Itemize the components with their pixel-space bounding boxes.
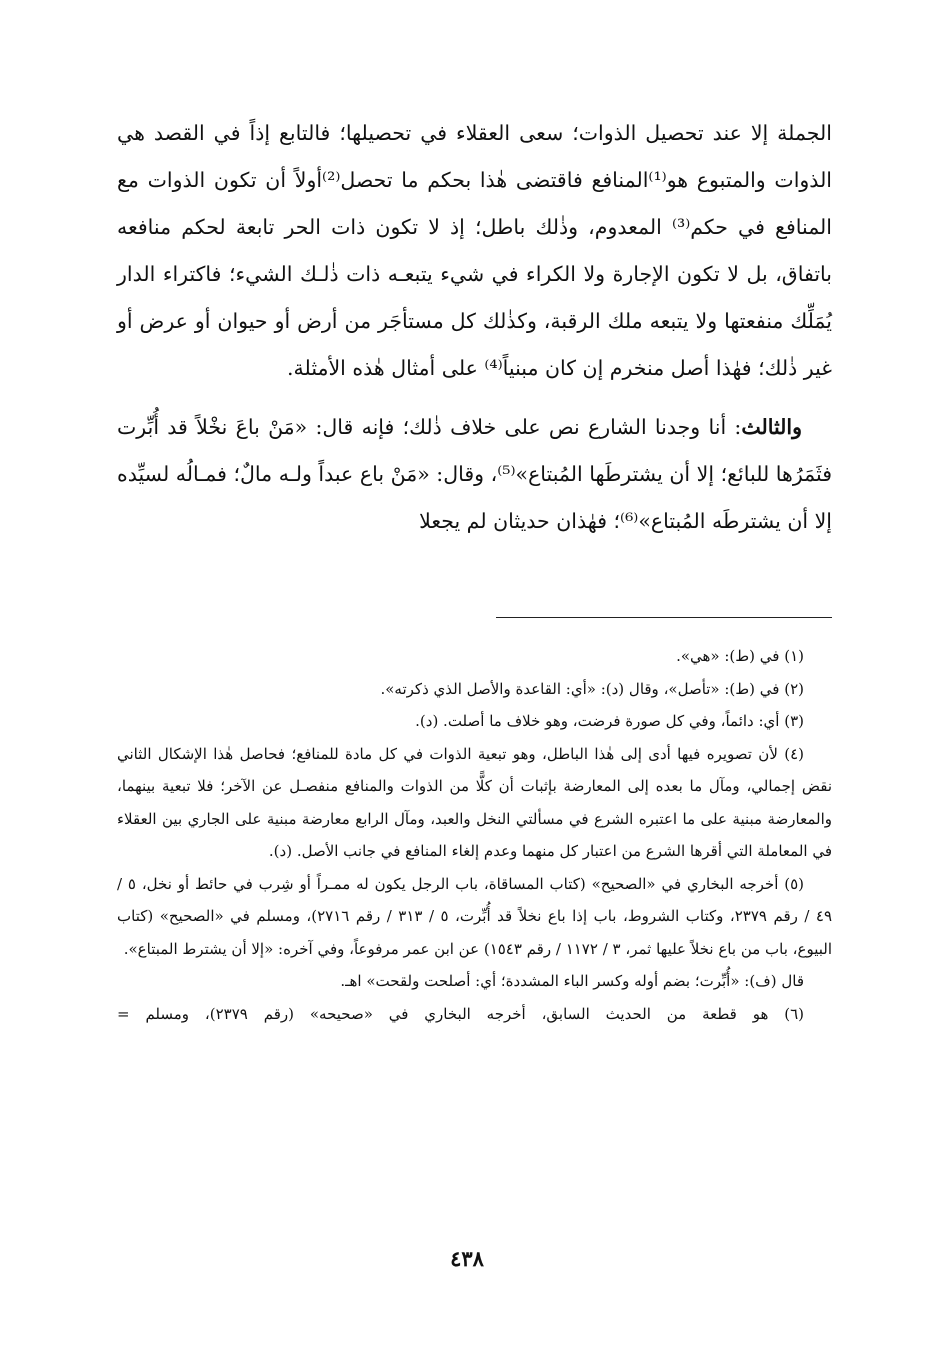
footnote-separator <box>496 617 832 618</box>
footnote-6: (٦) هو قطعة من الحديث السابق، أخرجه البخاري في «صحيحه» (رقم ٢٣٧٩)، ومسلم = <box>117 1004 805 1023</box>
footnote-4: (٤) لأن تصويره فيها أدى إلى هٰذا الباطل، وهو تبعية الذوات في كل مادة للمنافع؛ فحاصل هٰذا الإشكال الثاني نقض إجمالي، ومآل ما بعده إلى المعارضة بإثبات أن كلًّا من الذوات والمنافع منفصـل عن الآخر؛ فلا تبعية بينهما، والمعارضة مبنية على ما اعتبره الشرع في مسألتي النخل والعبد، ومآل الرابع معارضة مبنية على الجاري بين العقلاء في المعاملة التي أقرها الشرع من اعتبار كل منهما وعدم إلغاء المنافع في جانب الأصل. (د). <box>117 744 832 860</box>
footnote-3: (٣) أي: دائماً، وفي كل صورة فرضت، وهو خلاف ما أصلت. (د). <box>415 712 804 730</box>
paragraph-heading: والثالث <box>741 415 802 439</box>
main-paragraph-1: الجملة إلا عند تحصيل الذوات؛ سعى العقلاء في تحصيلها؛ فالتابع إذاً في القصد هي الذوات والمتبوع هو⁽¹⁾المنافع فاقتضى هٰذا بحكم ما تحصل⁽²⁾أولاً أن تكون الذوات مع المنافع في حكم⁽³⁾ المعدوم، وذٰلك باطل؛ إذ لا تكون ذات الحر تابعة لحكم منافعه باتفاق، بل لا تكون الإجارة ولا الكراء في شيء يتبعـه ذات ذٰلـك الشيء؛ فاكتراء الدار يُمَلِّك منفعتها ولا يتبعه ملك الرقبة، وكذٰلك كل مستأجَر من أرض أو حيوان أو عرض أو غير ذٰلك؛ فهٰذا أصل منخرم إن كان مبنياً⁽⁴⁾ على أمثال هٰذه الأمثلة. <box>117 121 833 380</box>
footnote-2: (٢) في (ط): «تأصل»، وقال (د): «أي: القاعدة والأصل الذي ذكرته». <box>380 679 804 698</box>
footnote-5: (٥) أخرجه البخاري في «الصحيح» (كتاب المساقاة، باب الرجل يكون له ممـراً أو شِرب في حائط أو نخل، ٥ / ٤٩ / رقم ٢٣٧٩، وكتاب الشروط، باب إذا باع نخلاً قد أُبِّرت، ٥ / ٣١٣ / رقم ٢٧١٦)، ومسلم في «الصحيح» (كتاب البيوع، باب من باع نخلاً عليها ثمر، ٣ / ١١٧٢ / رقم ١٥٤٣) عن ابن عمر مرفوعاً، وفي آخره: «إلا أن يشترط المبتاع». <box>117 874 833 958</box>
main-paragraph-2 <box>117 404 832 545</box>
main-text <box>117 110 832 545</box>
page-number: ٤٣٨ <box>450 1246 484 1271</box>
footnote-5-note: قال (ف): «أُبِّرت؛ بضم أوله وكسر الباء المشددة؛ أي: أصلحت ولقحت» اهـ. <box>340 972 804 990</box>
paragraph-2-body: : أنا وجدنا الشارع نص على خلاف ذٰلك؛ فإنه قال: «مَنْ باعَ نخْلاً قد أُبِّرت فثَمَرُها للبائع؛ إلا أن يشترطَها المُبتاع»⁽⁵⁾، وقال: «مَنْ باع عبداً ولـه مالٌ؛ فمـالُه لسيِّده إلا أن يشترطَه المُبتاع»⁽⁶⁾؛ فهٰذان حديثان لم يجعلا <box>117 415 833 533</box>
footnotes <box>117 640 832 1030</box>
footnote-1: (١) في (ط): «هي». <box>676 647 804 665</box>
